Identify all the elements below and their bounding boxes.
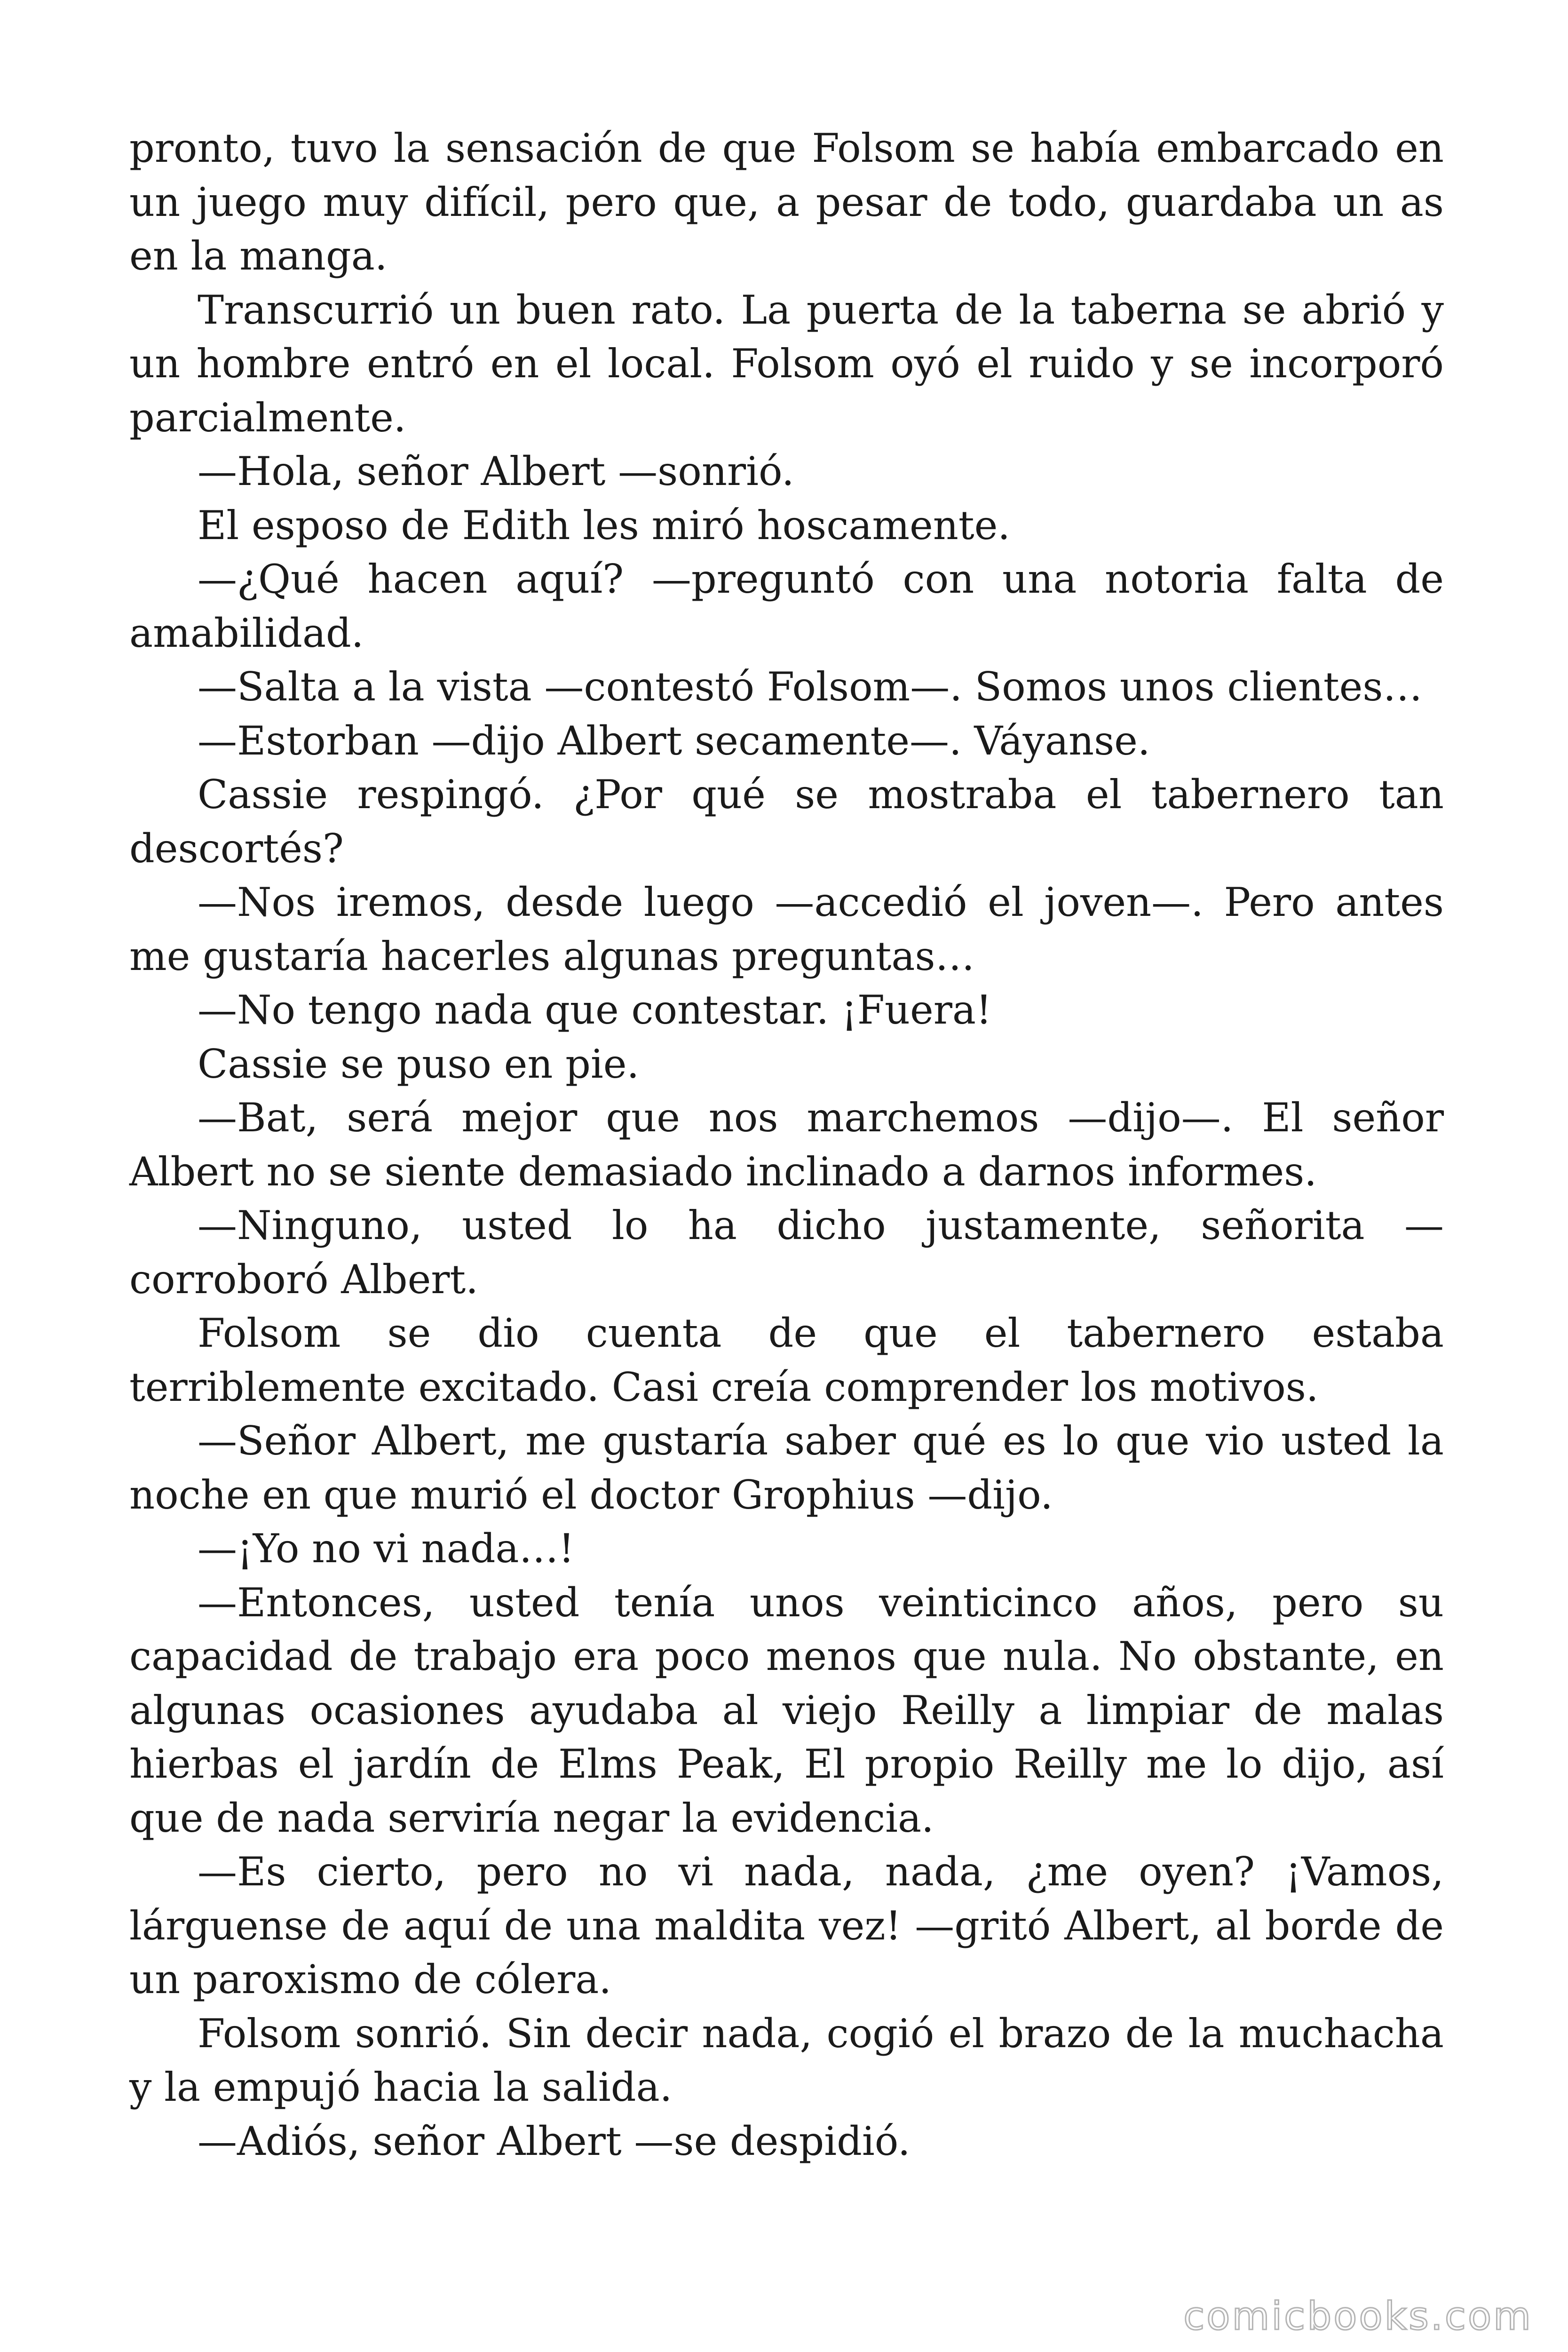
dialogue-line: —Nos iremos, desde luego —accedió el joven—. Pero antes me gustaría hacerles algunas preguntas… [129, 879, 1444, 979]
watermark: comicbooks.com [1183, 2294, 1533, 2339]
paragraph: El esposo de Edith les miró hoscamente. [198, 502, 1010, 548]
paragraph: Cassie se puso en pie. [198, 1041, 640, 1087]
dialogue-line: —Entonces, usted tenía unos veinticinco años, pero su capacidad de trabajo era poco menos que nula. No obstante, en algunas ocasiones ayudaba al viejo Reilly a limpiar de malas hierbas el jardín de Elms Peak, El propio Reilly me lo dijo, así que de nada serviría negar la evidencia. [129, 1579, 1444, 1841]
dialogue-line: —Hola, señor Albert —sonrió. [198, 448, 794, 494]
dialogue-line: —¡Yo no vi nada…! [198, 1526, 575, 1572]
dialogue-line: —¿Qué hacen aquí? —preguntó con una notoria falta de amabilidad. [129, 556, 1444, 656]
dialogue-line: —Estorban —dijo Albert secamente—. Váyanse. [198, 717, 1150, 764]
paragraph: Transcurrió un buen rato. La puerta de la taberna se abrió y un hombre entró en el local. Folsom oyó el ruido y se incorporó parcialmente. [129, 286, 1444, 441]
paragraph-continued: pronto, tuvo la sensación de que Folsom se había embarcado en un juego muy difícil, pero que, a pesar de todo, guardaba un as en la manga. [129, 125, 1444, 279]
dialogue-line: —Ninguno, usted lo ha dicho justamente, señorita —corroboró Albert. [129, 1202, 1444, 1303]
dialogue-line: —Señor Albert, me gustaría saber qué es lo que vio usted la noche en que murió el doctor Grophius —dijo. [129, 1418, 1444, 1518]
paragraph: Folsom sonrió. Sin decir nada, cogió el brazo de la muchacha y la empujó hacia la salida. [129, 2010, 1444, 2110]
dialogue-line: —No tengo nada que contestar. ¡Fuera! [198, 987, 992, 1033]
dialogue-line: —Salta a la vista —contestó Folsom—. Somos unos clientes… [198, 664, 1423, 710]
dialogue-line: —Bat, será mejor que nos marchemos —dijo—. El señor Albert no se siente demasiado inclinado a darnos informes. [129, 1095, 1444, 1195]
dialogue-line: —Es cierto, pero no vi nada, nada, ¿me oyen? ¡Vamos, lárguense de aquí de una maldita vez! —gritó Albert, al borde de un paroxismo de cólera. [129, 1849, 1444, 2002]
body-text [129, 121, 1444, 2168]
paragraph: Folsom se dio cuenta de que el tabernero estaba terriblemente excitado. Casi creía comprender los motivos. [129, 1310, 1444, 1410]
paragraph: Cassie respingó. ¿Por qué se mostraba el tabernero tan descortés? [129, 771, 1444, 872]
dialogue-line: —Adiós, señor Albert —se despidió. [198, 2118, 911, 2164]
